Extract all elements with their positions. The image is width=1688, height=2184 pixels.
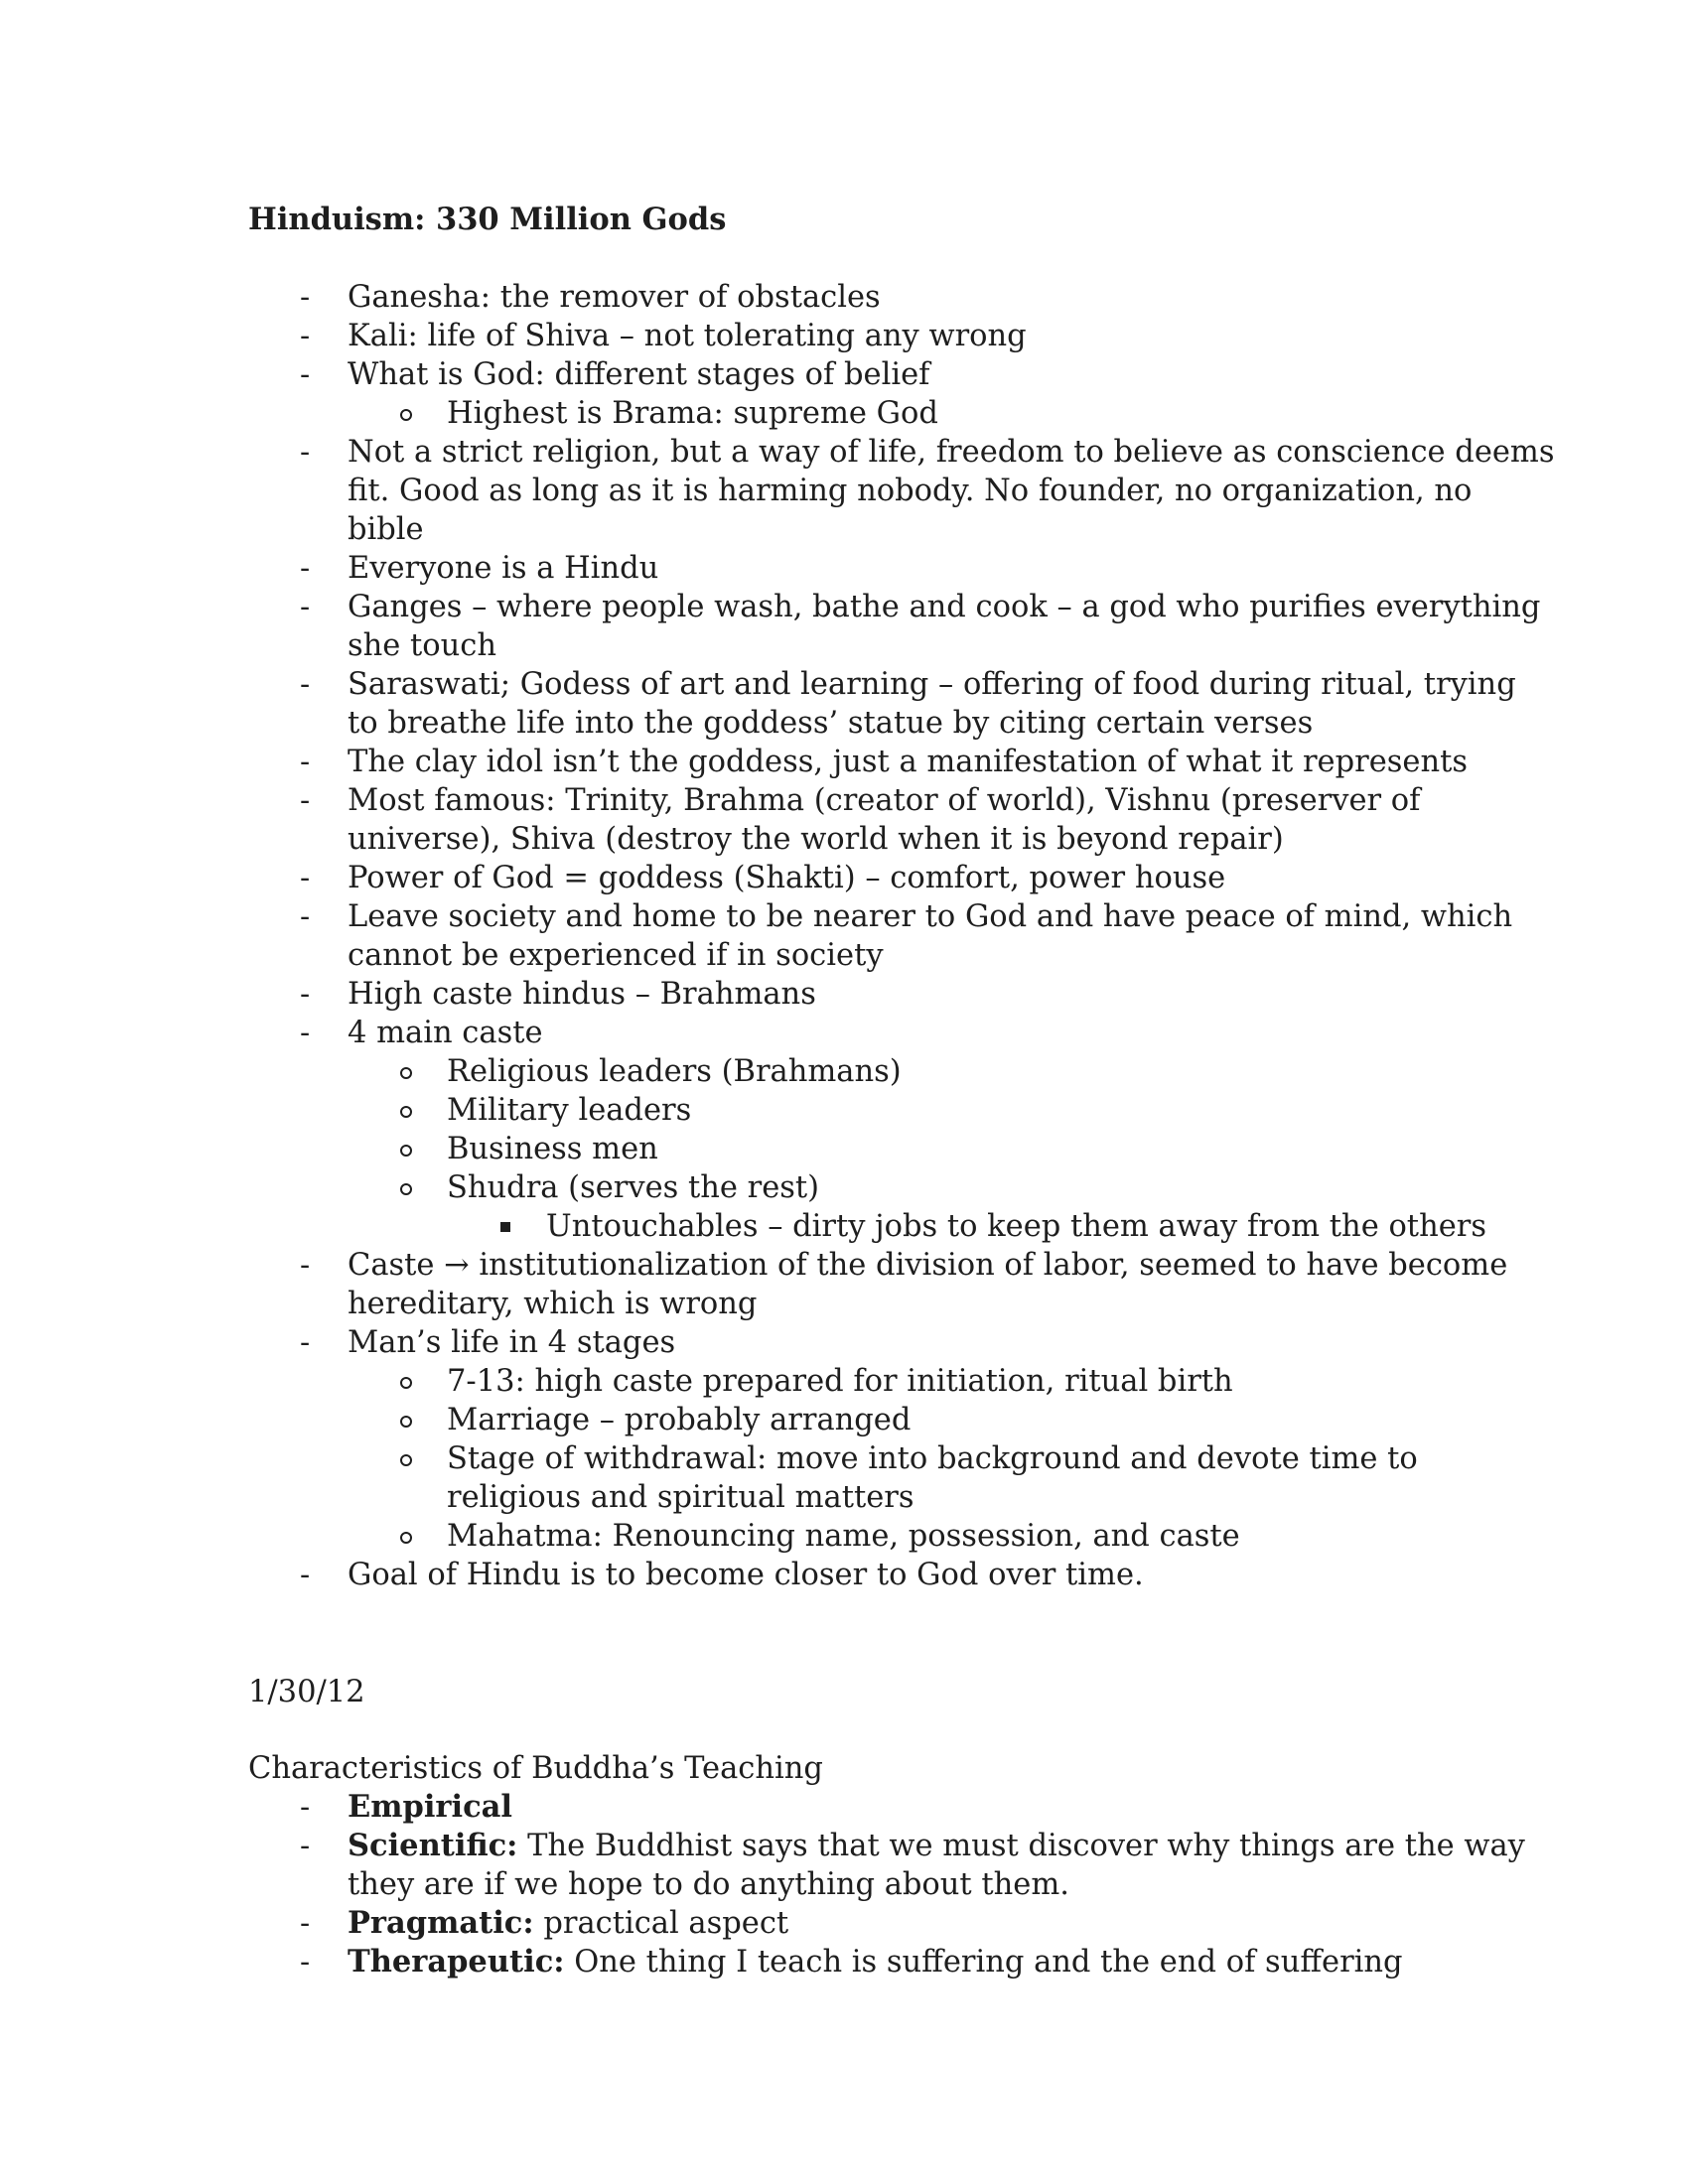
dash-bullet: -	[300, 745, 311, 779]
note-main-caste: 4 main caste	[348, 1016, 543, 1050]
circle-bullet-icon	[400, 1454, 412, 1466]
circle-bullet-icon	[400, 1532, 412, 1544]
note-what-is-god: What is God: different stages of belief	[348, 357, 930, 392]
circle-bullet-icon	[400, 1106, 412, 1118]
dash-bullet: -	[300, 590, 311, 624]
note-kali: Kali: life of Shiva – not tolerating any wrong	[348, 319, 1027, 353]
note-ganges-line2: she touch	[348, 628, 497, 663]
note-leave-line1: Leave society and home to be nearer to God and have peace of mind, which	[348, 899, 1513, 934]
dash-bullet: -	[300, 319, 311, 353]
document-title: Hinduism: 330 Million Gods	[248, 202, 727, 237]
therapeutic-text: One thing I teach is suffering and the end of suffering	[564, 1945, 1403, 1979]
dash-bullet: -	[300, 435, 311, 470]
stage-item: Stage of withdrawal: move into background and devote time to	[447, 1441, 1418, 1476]
buddha-scientific-cont: they are if we hope to do anything about them.	[348, 1867, 1069, 1902]
square-bullet-icon	[500, 1222, 510, 1232]
stage-item-continued: religious and spiritual matters	[447, 1480, 914, 1515]
circle-bullet-icon	[400, 1416, 412, 1428]
dash-bullet: -	[300, 977, 311, 1012]
dash-bullet: -	[300, 783, 311, 818]
note-date: 1/30/12	[248, 1675, 365, 1709]
note-not-strict-line1: Not a strict religion, but a way of life, freedom to believe as conscience deems	[348, 435, 1555, 470]
dash-bullet: -	[300, 1558, 311, 1592]
dash-bullet: -	[300, 1790, 311, 1825]
note-not-strict-line2: fit. Good as long as it is harming nobody. No founder, no organization, no	[348, 474, 1473, 508]
note-ganesha: Ganesha: the remover of obstacles	[348, 280, 881, 315]
scientific-text: The Buddhist says that we must discover why things are the way	[517, 1829, 1525, 1863]
circle-bullet-icon	[400, 1183, 412, 1195]
caste-item: Religious leaders (Brahmans)	[447, 1054, 902, 1089]
note-high-caste: High caste hindus – Brahmans	[348, 977, 816, 1012]
therapeutic-label: Therapeutic:	[348, 1944, 565, 1979]
stage-item: Mahatma: Renouncing name, possession, and caste	[447, 1519, 1240, 1554]
circle-bullet-icon	[400, 409, 412, 421]
circle-bullet-icon	[400, 1067, 412, 1079]
scientific-label: Scientific:	[348, 1828, 518, 1863]
stage-item: 7-13: high caste prepared for initiation, ritual birth	[447, 1364, 1233, 1399]
note-not-strict-line3: bible	[348, 512, 424, 547]
caste-item: Shudra (serves the rest)	[447, 1170, 820, 1205]
dash-bullet: -	[300, 667, 311, 702]
dash-bullet: -	[300, 551, 311, 586]
note-leave-line2: cannot be experienced if in society	[348, 938, 884, 973]
dash-bullet: -	[300, 861, 311, 895]
note-saraswati-line2: to breathe life into the goddess’ statue by citing certain verses	[348, 706, 1314, 741]
buddha-heading: Characteristics of Buddha’s Teaching	[248, 1751, 823, 1786]
note-caste-line2: hereditary, which is wrong	[348, 1287, 758, 1321]
dash-bullet: -	[300, 280, 311, 315]
pragmatic-text: practical aspect	[533, 1906, 789, 1941]
note-ganges-line1: Ganges – where people wash, bathe and cook – a god who purifies everything	[348, 590, 1541, 624]
dash-bullet: -	[300, 899, 311, 934]
buddha-therapeutic	[348, 1943, 1403, 1981]
note-trinity-line2: universe), Shiva (destroy the world when it is beyond repair)	[348, 822, 1284, 857]
dash-bullet: -	[300, 1325, 311, 1360]
note-mans-life: Man’s life in 4 stages	[348, 1325, 676, 1360]
note-brama: Highest is Brama: supreme God	[447, 396, 938, 431]
pragmatic-label: Pragmatic:	[348, 1905, 534, 1941]
caste-item: Business men	[447, 1132, 658, 1166]
dash-bullet: -	[300, 1945, 311, 1979]
dash-bullet: -	[300, 357, 311, 392]
circle-bullet-icon	[400, 1145, 412, 1157]
note-caste-line1: Caste → institutionalization of the division of labor, seemed to have become	[348, 1248, 1508, 1283]
dash-bullet: -	[300, 1829, 311, 1863]
note-everyone: Everyone is a Hindu	[348, 551, 659, 586]
dash-bullet: -	[300, 1248, 311, 1283]
caste-item: Military leaders	[447, 1093, 692, 1128]
buddha-scientific	[348, 1827, 1525, 1865]
note-clay-idol: The clay idol isn’t the goddess, just a manifestation of what it represents	[348, 745, 1468, 779]
note-power: Power of God = goddess (Shakti) – comfort, power house	[348, 861, 1226, 895]
buddha-empirical: Empirical	[348, 1789, 513, 1825]
note-untouchables: Untouchables – dirty jobs to keep them away from the others	[546, 1209, 1486, 1244]
buddha-pragmatic	[348, 1904, 788, 1943]
stage-item: Marriage – probably arranged	[447, 1403, 912, 1437]
note-trinity-line1: Most famous: Trinity, Brahma (creator of world), Vishnu (preserver of	[348, 783, 1421, 818]
note-goal: Goal of Hindu is to become closer to God over time.	[348, 1558, 1144, 1592]
note-saraswati-line1: Saraswati; Godess of art and learning – offering of food during ritual, trying	[348, 667, 1516, 702]
dash-bullet: -	[300, 1016, 311, 1050]
circle-bullet-icon	[400, 1377, 412, 1389]
dash-bullet: -	[300, 1906, 311, 1941]
